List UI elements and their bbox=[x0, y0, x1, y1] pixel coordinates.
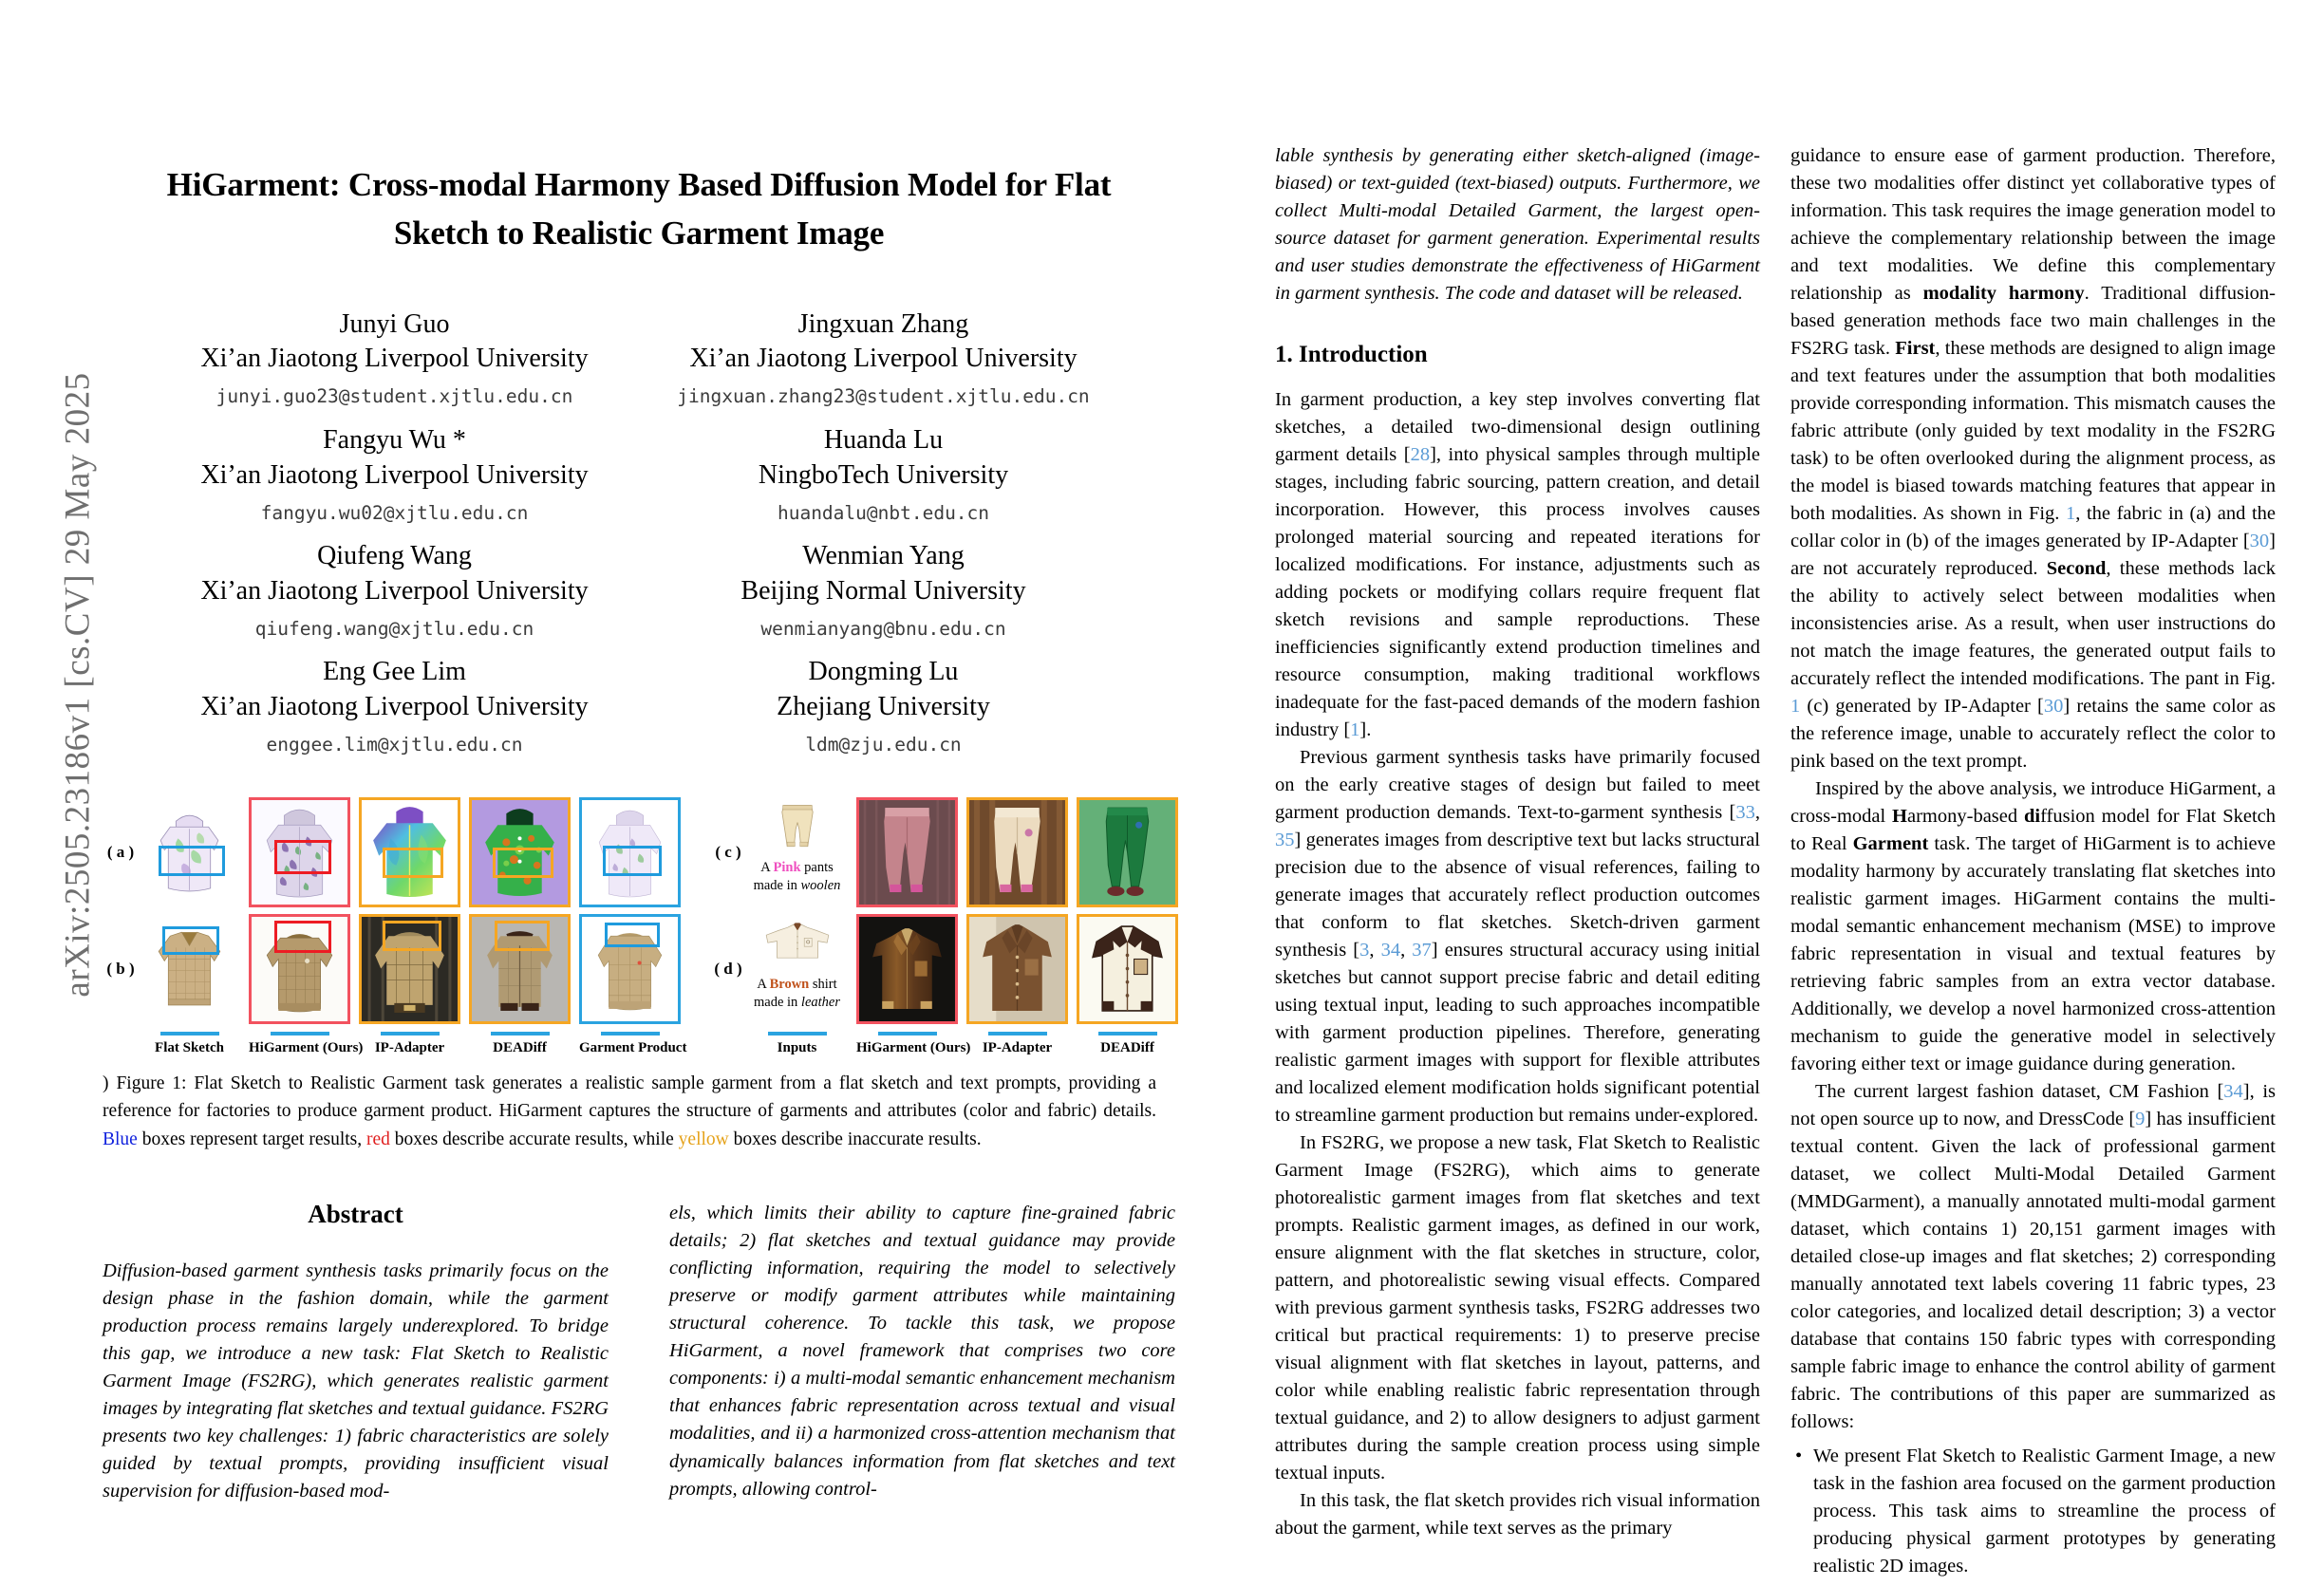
figure-caption-lead: ) Figure 1: Flat Sketch to Realistic Garment task generates a realistic sample garment from a flat sketch and text prompts, providing a reference for factories to produce garment product. HiGarment captures the structure of garments and attributes (color and fabric) details. bbox=[103, 1073, 1156, 1122]
prompt-word: A bbox=[760, 859, 770, 875]
caption-label: IP-Adapter bbox=[374, 1039, 445, 1055]
author-name: Huanda Lu bbox=[823, 424, 944, 455]
figure-right-captions bbox=[746, 1032, 1187, 1056]
caption-label: Garment Product bbox=[579, 1039, 687, 1055]
author-entry bbox=[648, 539, 1118, 655]
list-item: • We present Flat Sketch to Realistic Garment Image, a new task in the fashion area focused on the garment production process. This task aims to streamline the process of producing physical garment prototypes by generating realistic 2D images. bbox=[1813, 1443, 2276, 1580]
caption-rule bbox=[601, 1032, 660, 1036]
figure-caption-cell bbox=[249, 1032, 364, 1056]
fig-cell-b-ipadapter bbox=[359, 914, 460, 1024]
prompt-word: A bbox=[757, 976, 766, 992]
emphasis-second: Second bbox=[2046, 558, 2107, 579]
fig-cell-d-ipadapter bbox=[966, 914, 1068, 1024]
text-run: task. The target of HiGarment is to achieve modality harmony by accurately translating flat sketches into realistic garment images. HiGarment contains the multi-modal semantic enhancement mechanism (MSE) to improve fabric representation in visual and textual features by retrieving fabric samples from an extra vector database. Additionally, we develop a novel harmonized cross-attention mechanism to guide the generative model in selectively favoring either text or image guidance during generation. bbox=[1790, 833, 2276, 1074]
abstract-column-right bbox=[669, 1200, 1175, 1506]
pants-sketch-icon bbox=[763, 799, 832, 854]
citation-link[interactable]: 35 bbox=[1275, 830, 1295, 851]
figure-caption-red: red bbox=[366, 1129, 390, 1149]
author-name: Dongming Lu bbox=[808, 657, 959, 687]
fig-cell-b-higarment bbox=[249, 914, 350, 1024]
text-run: ] has insufficient textual content. Given the lack of professional garment dataset, we collect Multi-Modal Detailed Garment (MMDGarment), a manually annotated multi-modal garment dataset, which contains 1) 20,151 garment images with detailed close-up images and flat sketches; 2) corresponding manually annotated text labels covering 11 fabric types, 23 color categories, and localized detail description; 3) a vector database that contains 150 fabric types with corresponding sample fabric image to enhance the control ability of garment fabric. The contributions of this paper are summarized as follows: bbox=[1790, 1109, 2276, 1432]
author-email[interactable]: huandalu@nbt.edu.cn bbox=[777, 501, 990, 524]
fig-cell-d-deadiff bbox=[1077, 914, 1178, 1024]
text-run: , these methods lack the ability to actively select between modalities when inconsistencies arise. As a result, when user instructions do not match the image features, the generated output fails to accurately reflect the intended modifications. The pant in Fig. bbox=[1790, 558, 2277, 689]
author-name: Junyi Guo bbox=[339, 308, 450, 339]
author-entry bbox=[159, 423, 629, 539]
inaccurate-box-yellow bbox=[495, 921, 550, 951]
figure-1 bbox=[103, 796, 1175, 1154]
text-run: guidance to ensure ease of garment production. Therefore, these two modalities offer distinct yet collaborative types of information. This task requires the image generation model to achieve the complementary relationship between the image and text modalities. We define this complementary relationship as bbox=[1790, 145, 2276, 304]
figure-row-c bbox=[710, 796, 1187, 908]
intro-paragraph-3: In FS2RG, we propose a new task, Flat Sketch to Realistic Garment Image (FS2RG), which aims to generate photorealistic garment images from flat sketches and text prompts. Realistic garment images, as defined in our work, ensure alignment with the flat sketches in structure, color, pattern, and photorealistic sewing visual effects. Compared with previous garment synthesis tasks, FS2RG addresses two critical but practical requirements: 1) to preserve precise visual alignment with flat sketches in layout, patterns, and color while enabling realistic fabric representation through textual guidance, and 2) to allow designers to adjust garment attributes during the sample creation process using simple textual inputs. bbox=[1275, 1132, 1760, 1484]
author-affiliation: NingboTech University bbox=[758, 459, 1009, 490]
caption-label: IP-Adapter bbox=[982, 1039, 1053, 1055]
figure-right-group bbox=[710, 796, 1187, 1056]
citation-link[interactable]: 9 bbox=[2135, 1109, 2146, 1129]
author-entry bbox=[648, 308, 1118, 423]
figure-caption-mid: boxes represent target results, bbox=[137, 1129, 366, 1149]
body-column-4 bbox=[1790, 142, 2276, 1586]
author-email[interactable]: qiufeng.wang@xjtlu.edu.cn bbox=[254, 618, 534, 640]
author-name: Jingxuan Zhang bbox=[797, 308, 969, 339]
caption-label: HiGarment (Ours) bbox=[249, 1039, 364, 1055]
figure-caption bbox=[103, 1070, 1156, 1154]
figure-left-group bbox=[103, 796, 689, 1056]
body-column-3 bbox=[1275, 142, 1760, 1542]
prompt-word: pants bbox=[804, 859, 834, 875]
caption-rule bbox=[1098, 1032, 1157, 1036]
author-name: Qiufeng Wang bbox=[317, 541, 472, 571]
citation-link[interactable]: 1 bbox=[1350, 719, 1360, 741]
author-affiliation: Xi’an Jiaotong Liverpool University bbox=[200, 692, 589, 722]
fig-cell-d-higarment bbox=[856, 914, 958, 1024]
citation-link[interactable]: 30 bbox=[2043, 696, 2064, 717]
author-name: Fangyu Wu * bbox=[323, 424, 466, 455]
author-email[interactable]: jingxuan.zhang23@student.xjtlu.edu.cn bbox=[677, 385, 1090, 408]
author-affiliation: Xi’an Jiaotong Liverpool University bbox=[689, 344, 1078, 374]
citation-link[interactable]: 28 bbox=[1410, 444, 1431, 466]
figure-row-b bbox=[103, 913, 689, 1025]
page-title: HiGarment: Cross-modal Harmony Based Diffusion Model for Flat Sketch to Realistic Garment Image bbox=[166, 166, 1112, 252]
leather-shirt-higarment-icon bbox=[859, 917, 955, 1022]
intro-paragraph-5 bbox=[1790, 142, 2276, 775]
prompt-keyword-fabric: woolen bbox=[800, 878, 841, 894]
caption-rule bbox=[768, 1032, 827, 1036]
emphasis-garment: Garment bbox=[1852, 833, 1929, 854]
abstract-text-right: els, which limits their ability to capture fine-grained fabric details; 2) flat sketches and textual guidance may provide conflicting information, requiring the model to selectively preserve or modify garment attributes while maintaining structural coherence. To tackle this task, we propose HiGarment, a novel framework that comprises two core components: i) a multi-modal semantic enhancement mechanism that enhances fabric representation across textual and visual modalities, and ii) a harmonized cross-attention mechanism that dynamically balances information from flat sketches and text prompts, allowing control- bbox=[669, 1202, 1175, 1500]
text-run: The current largest fashion dataset, CM Fashion [ bbox=[1815, 1081, 2224, 1102]
fig-cell-a-higarment bbox=[249, 797, 350, 907]
author-affiliation: Zhejiang University bbox=[777, 692, 990, 722]
prompt-keyword-color: Pink bbox=[773, 859, 801, 875]
accurate-box-red bbox=[274, 921, 331, 953]
figure-caption-cell bbox=[359, 1032, 460, 1056]
fig-cell-b-garment-product bbox=[579, 914, 681, 1024]
inaccurate-box-yellow bbox=[383, 848, 443, 878]
figure-caption-cell bbox=[469, 1032, 571, 1056]
prompt-word: made in bbox=[753, 995, 798, 1011]
section-heading-introduction: 1. Introduction bbox=[1275, 342, 1428, 367]
caption-label: Flat Sketch bbox=[155, 1039, 224, 1055]
citation-link[interactable]: 33 bbox=[1735, 802, 1755, 824]
citation-link[interactable]: 34 bbox=[2223, 1081, 2243, 1102]
fig-cell-a-deadiff bbox=[469, 797, 571, 907]
title-and-figure-region bbox=[103, 161, 1175, 1506]
prompt-word: shirt bbox=[812, 976, 837, 992]
author-name: Wenmian Yang bbox=[802, 541, 965, 571]
inaccurate-box-yellow bbox=[383, 921, 441, 951]
text-run: In garment production, a key step involves converting flat sketches, a detailed two-dimensional design outlining garment details [ bbox=[1275, 389, 1760, 466]
intro-paragraph-2: Previous garment synthesis tasks have primarily focused on the early creative stages of design but failed to meet garment production demands. Text-to-garment synthesis [33, 35] generates images from descriptive text but lacks structural precision due to the absence of visual references, failing to generate images that accurately reflect production outcomes that conform to flat sketches. Sketch-driven garment synthesis [3, 34, 37] ensures structural accuracy using initial sketches but cannot support precise fabric and detail editing using textual input, leading to such approaches incompatible with garment production pipelines. Therefore, generating realistic garment images with support for flexible attributes and localized element modification holds significant potential to streamline garment production but remains under-explored. bbox=[1275, 747, 1761, 1127]
prompt-keyword-fabric: leather bbox=[800, 995, 840, 1011]
text-run: (c) generated by IP-Adapter [ bbox=[1800, 696, 2044, 717]
text-run: Previous garment synthesis tasks have primarily focused on the early creative stages of design but failed to meet garment production demands. Text-to-garment synthesis [ bbox=[1275, 747, 1760, 824]
caption-label: DEADiff bbox=[493, 1039, 547, 1055]
target-box-blue bbox=[162, 926, 219, 955]
emphasis-first: First bbox=[1895, 338, 1936, 359]
figure-caption-cell bbox=[139, 1032, 240, 1056]
panel-tag-a: ( a ) bbox=[106, 842, 135, 861]
fig-cell-b-deadiff bbox=[469, 914, 571, 1024]
author-email[interactable]: fangyu.wu02@xjtlu.edu.cn bbox=[260, 501, 529, 524]
text-run: armony-based bbox=[1907, 806, 2024, 827]
author-entry bbox=[159, 308, 629, 423]
author-entry bbox=[159, 655, 629, 771]
citation-link[interactable]: 34 bbox=[1380, 940, 1401, 961]
caption-label: DEADiff bbox=[1100, 1039, 1154, 1055]
figure-caption-cell bbox=[579, 1032, 687, 1056]
caption-rule bbox=[988, 1032, 1047, 1036]
fig-cell-d-input-prompt bbox=[746, 914, 848, 1024]
text-run: ffusion model for Flat Sketch to Real bbox=[1790, 806, 2276, 854]
figure-ref-link[interactable]: 1 bbox=[1790, 696, 1801, 717]
author-list bbox=[159, 308, 1118, 772]
fig-cell-a-flat-sketch bbox=[139, 797, 240, 907]
fig-cell-a-ipadapter bbox=[359, 797, 460, 907]
figure-left-captions bbox=[139, 1032, 689, 1056]
cream-shirt-deadiff-icon bbox=[1079, 917, 1175, 1022]
figure-caption-cell bbox=[1077, 1032, 1178, 1056]
caption-label: Inputs bbox=[777, 1039, 817, 1055]
caption-label: HiGarment (Ours) bbox=[856, 1039, 971, 1055]
arxiv-stamp: arXiv:2505.23186v1 [cs.CV] 29 May 2025 bbox=[58, 372, 98, 998]
figure-row-a bbox=[103, 796, 689, 908]
text-run: . Traditional diffusion-based generation methods face two main challenges in the FS2RG task. bbox=[1790, 283, 2276, 359]
prompt-text-c bbox=[754, 859, 841, 896]
target-box-blue bbox=[159, 846, 225, 876]
author-affiliation: Xi’an Jiaotong Liverpool University bbox=[200, 576, 589, 606]
author-entry bbox=[159, 539, 629, 655]
text-run: , these methods are designed to align image and text features under the assumption that both modalities provide corresponding information. This mismatch causes the fabric attribute (only guided by text modality in the FS2RG task) to be often overlooked during the alignment process, as the model is biased towards matching features that appear in both modalities. As shown in Fig. bbox=[1790, 338, 2276, 524]
fig-cell-a-garment-product bbox=[579, 797, 681, 907]
contributions-list bbox=[1790, 1443, 2276, 1580]
figure-row-d bbox=[710, 913, 1187, 1025]
shirt-sketch-icon bbox=[763, 916, 832, 971]
abstract-continued: lable synthesis by generating either sketch-aligned (image-biased) or text-guided (text-biased) outputs. Furthermore, we collect Multi-modal Detailed Garment, the largest open-source dataset for garment generation. Experimental results and user studies demonstrate the effectiveness of HiGarment in garment synthesis. The code and dataset will be released. bbox=[1275, 145, 1760, 304]
fig-cell-b-flat-sketch bbox=[139, 914, 240, 1024]
abstract-section bbox=[103, 1200, 1175, 1506]
text-run: ]. bbox=[1359, 719, 1372, 741]
caption-rule bbox=[878, 1032, 937, 1036]
citation-link[interactable]: 37 bbox=[1412, 940, 1432, 961]
author-entry bbox=[648, 423, 1118, 539]
prompt-keyword-color: Brown bbox=[769, 976, 810, 992]
target-box-blue bbox=[603, 846, 662, 876]
caption-rule bbox=[491, 1032, 550, 1036]
text-run: ] are not accurately reproduced. bbox=[1790, 531, 2276, 579]
inaccurate-box-yellow bbox=[493, 848, 553, 878]
text-run: Inspired by the above analysis, we introduce HiGarment, a cross-modal bbox=[1790, 778, 2276, 827]
abstract-column-left bbox=[103, 1200, 609, 1506]
author-email[interactable]: junyi.guo23@student.xjtlu.edu.cn bbox=[216, 385, 573, 408]
text-run: , the fabric in (a) and the collar color in (b) of the images generated by IP-Adapter [ bbox=[1790, 503, 2277, 551]
text-run: ] generates images from descriptive text but lacks structural precision due to the absence of visual references, failing to generate images that accurately reflect production outcomes that conform to flat sketches. Sketch-driven garment synthesis [ bbox=[1275, 830, 1760, 961]
author-email[interactable]: enggee.lim@xjtlu.edu.cn bbox=[266, 734, 523, 756]
author-email[interactable]: ldm@zju.edu.cn bbox=[805, 734, 962, 756]
abstract-heading: Abstract bbox=[308, 1199, 403, 1228]
citation-link[interactable]: 3 bbox=[1359, 940, 1370, 961]
fig-cell-c-ipadapter bbox=[966, 797, 1068, 907]
figure-caption-cell bbox=[746, 1032, 848, 1056]
fig-cell-c-higarment bbox=[856, 797, 958, 907]
figure-caption-tail: boxes describe inaccurate results. bbox=[728, 1129, 982, 1149]
citation-link[interactable]: 30 bbox=[2249, 531, 2270, 551]
caption-rule bbox=[381, 1032, 440, 1036]
author-affiliation: Beijing Normal University bbox=[740, 576, 1026, 606]
author-affiliation: Xi’an Jiaotong Liverpool University bbox=[200, 344, 589, 374]
beige-pants-ipadapter-icon bbox=[969, 800, 1065, 905]
author-email[interactable]: wenmianyang@bnu.edu.cn bbox=[760, 618, 1006, 640]
intro-paragraph-1 bbox=[1275, 386, 1760, 744]
intro-paragraph-7 bbox=[1790, 1078, 2276, 1436]
fig-cell-c-deadiff bbox=[1077, 797, 1178, 907]
panel-tag-b: ( b ) bbox=[106, 959, 135, 978]
figure-caption-cell bbox=[856, 1032, 971, 1056]
abstract-text-left: Diffusion-based garment synthesis tasks primarily focus on the design phase in the fashion domain, while the garment production process remains largely underexplored. To bridge this gap, we introduce a new task: Flat Sketch to Realistic Garment Image (FS2RG), which generates realistic garment images by integrating flat sketches and textual guidance. FS2RG presents two key challenges: 1) fabric characteristics are solely guided by textual prompts, providing insufficient visual supervision for diffusion-based mod- bbox=[103, 1259, 609, 1502]
accurate-box-red bbox=[274, 840, 331, 874]
intro-paragraph-4: In this task, the flat sketch provides rich visual information about the garment, while text serves as the primary bbox=[1275, 1490, 1760, 1539]
figure-caption-blue: Blue bbox=[103, 1129, 138, 1149]
figure-caption-cell bbox=[966, 1032, 1068, 1056]
caption-rule bbox=[160, 1032, 219, 1036]
caption-rule bbox=[271, 1032, 329, 1036]
text-run: ], into physical samples through multiple stages, including fabric sourcing, pattern creation, and detail incorporation. However, this process involves causes prolonged material sourcing and repeated iterations for localized modifications. For instance, adjustments such as adding pockets or modifying collars require frequent flat sketch revisions and sample reproductions. These inefficiencies significantly extend production timelines and resource consumption, making traditional workflows inadequate for the fast-paced demands of the modern fashion industry [ bbox=[1275, 444, 1760, 741]
figure-ref-link[interactable]: 1 bbox=[2066, 503, 2076, 524]
author-name: Eng Gee Lim bbox=[323, 657, 466, 687]
panel-tag-c: ( c ) bbox=[715, 842, 741, 861]
fig-cell-c-input-prompt bbox=[746, 797, 848, 907]
emphasis-modality-harmony: modality harmony bbox=[1922, 283, 2085, 304]
target-box-blue bbox=[605, 923, 660, 947]
prompt-text-d bbox=[754, 976, 840, 1013]
author-affiliation: Xi’an Jiaotong Liverpool University bbox=[200, 459, 589, 490]
panel-tag-d: ( d ) bbox=[714, 959, 742, 978]
emphasis-di: di bbox=[2023, 806, 2041, 827]
brown-shirt-ipadapter-icon bbox=[969, 917, 1065, 1022]
figure-caption-yellow: yellow bbox=[678, 1129, 729, 1149]
text-run: ] retains the same color as the reference image, unable to accurately reflect the color to pink based on the text prompt. bbox=[1790, 696, 2276, 772]
author-entry bbox=[648, 655, 1118, 771]
figure-caption-mid: boxes describe accurate results, while bbox=[389, 1129, 679, 1149]
intro-paragraph-6 bbox=[1790, 775, 2276, 1078]
pink-pants-higarment-icon bbox=[859, 800, 955, 905]
emphasis-h: H bbox=[1892, 806, 1907, 827]
prompt-word: made in bbox=[753, 878, 797, 894]
green-pants-deadiff-icon bbox=[1079, 800, 1175, 905]
text-run: ] ensures structural accuracy using initial sketches but cannot support precise fabric and detail editing using textual input, leading to such approaches incompatible with garment production pipelines. Therefore, generating realistic garment images with support for flexible attributes and localized element modification holds significant potential to streamline garment production but remains under-explored. bbox=[1275, 940, 1761, 1127]
text-run: ], is not open source up to now, and DressCode [ bbox=[1790, 1081, 2277, 1129]
